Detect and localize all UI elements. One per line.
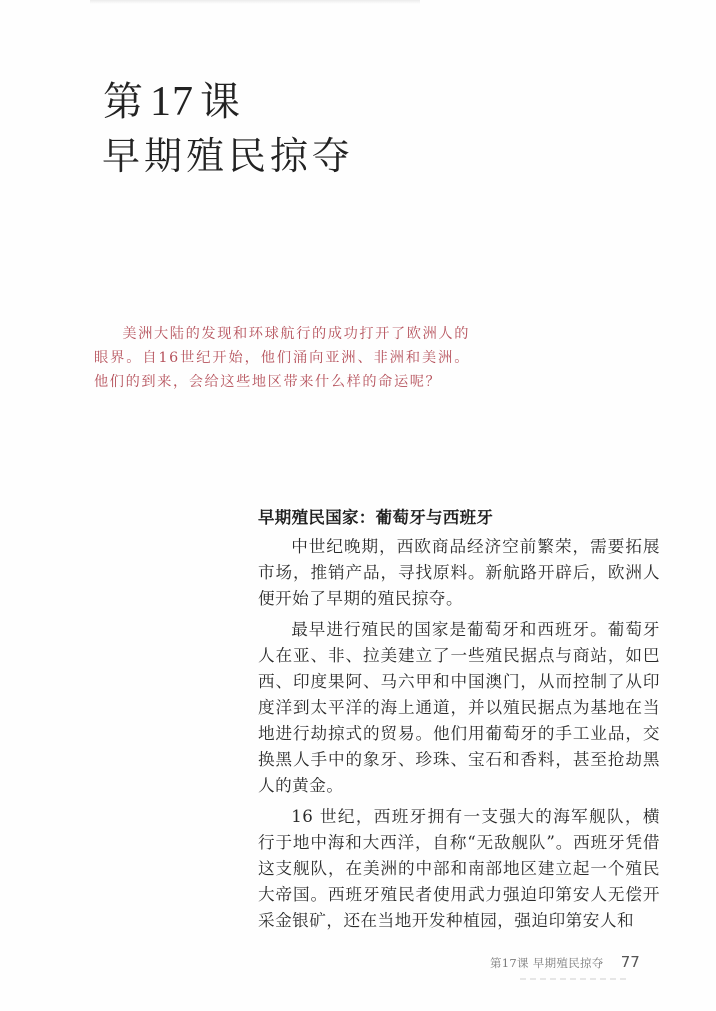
lesson-number xyxy=(103,80,241,124)
page-number: 77 xyxy=(620,953,640,971)
page-footer xyxy=(490,952,640,971)
paragraph-1: 中世纪晚期，西欧商品经济空前繁荣，需要拓展市场，推销产品，寻找原料。新航路开辟后，欧洲人便开始了早期的殖民掠夺。 xyxy=(258,537,660,608)
running-title: 第17课 早期殖民掠夺 xyxy=(490,956,604,970)
lesson-suffix: 课 xyxy=(200,79,241,125)
lesson-prefix: 第 xyxy=(103,79,144,125)
page-edge-shadow xyxy=(90,0,420,4)
section-heading: 早期殖民国家：葡萄牙与西班牙 xyxy=(258,508,494,527)
intro-box xyxy=(94,322,470,394)
paragraph-3: 16 世纪，西班牙拥有一支强大的海军舰队，横行于地中海和大西洋，自称“无敌舰队”。西班牙凭借这支舰队，在美洲的中部和南部地区建立起一个殖民大帝国。西班牙殖民者使用武力强迫印第安人无偿开采金银矿，还在当地开发种植园，强迫印第安人和 xyxy=(258,807,660,930)
paragraph-2: 最早进行殖民的国家是葡萄牙和西班牙。葡萄牙人在亚、非、拉美建立了一些殖民据点与商站，如巴西、印度果阿、马六甲和中国澳门，从而控制了从印度洋到太平洋的海上通道，并以殖民据点为基地在当地进行劫掠式的贸易。他们用葡萄牙的手工业品，交换黑人手中的象牙、珍珠、宝石和香料，甚至抢劫黑人的黄金。 xyxy=(258,620,660,795)
lesson-title: 早期殖民掠夺 xyxy=(102,134,355,178)
main-content xyxy=(258,506,660,939)
lesson-number-value: 17 xyxy=(150,79,194,125)
intro-text: 美洲大陆的发现和环球航行的成功打开了欧洲人的眼界。自16世纪开始，他们涌向亚洲、非洲和美洲。他们的到来，会给这些地区带来什么样的命运呢？ xyxy=(94,326,470,390)
footer-decoration xyxy=(520,978,630,980)
